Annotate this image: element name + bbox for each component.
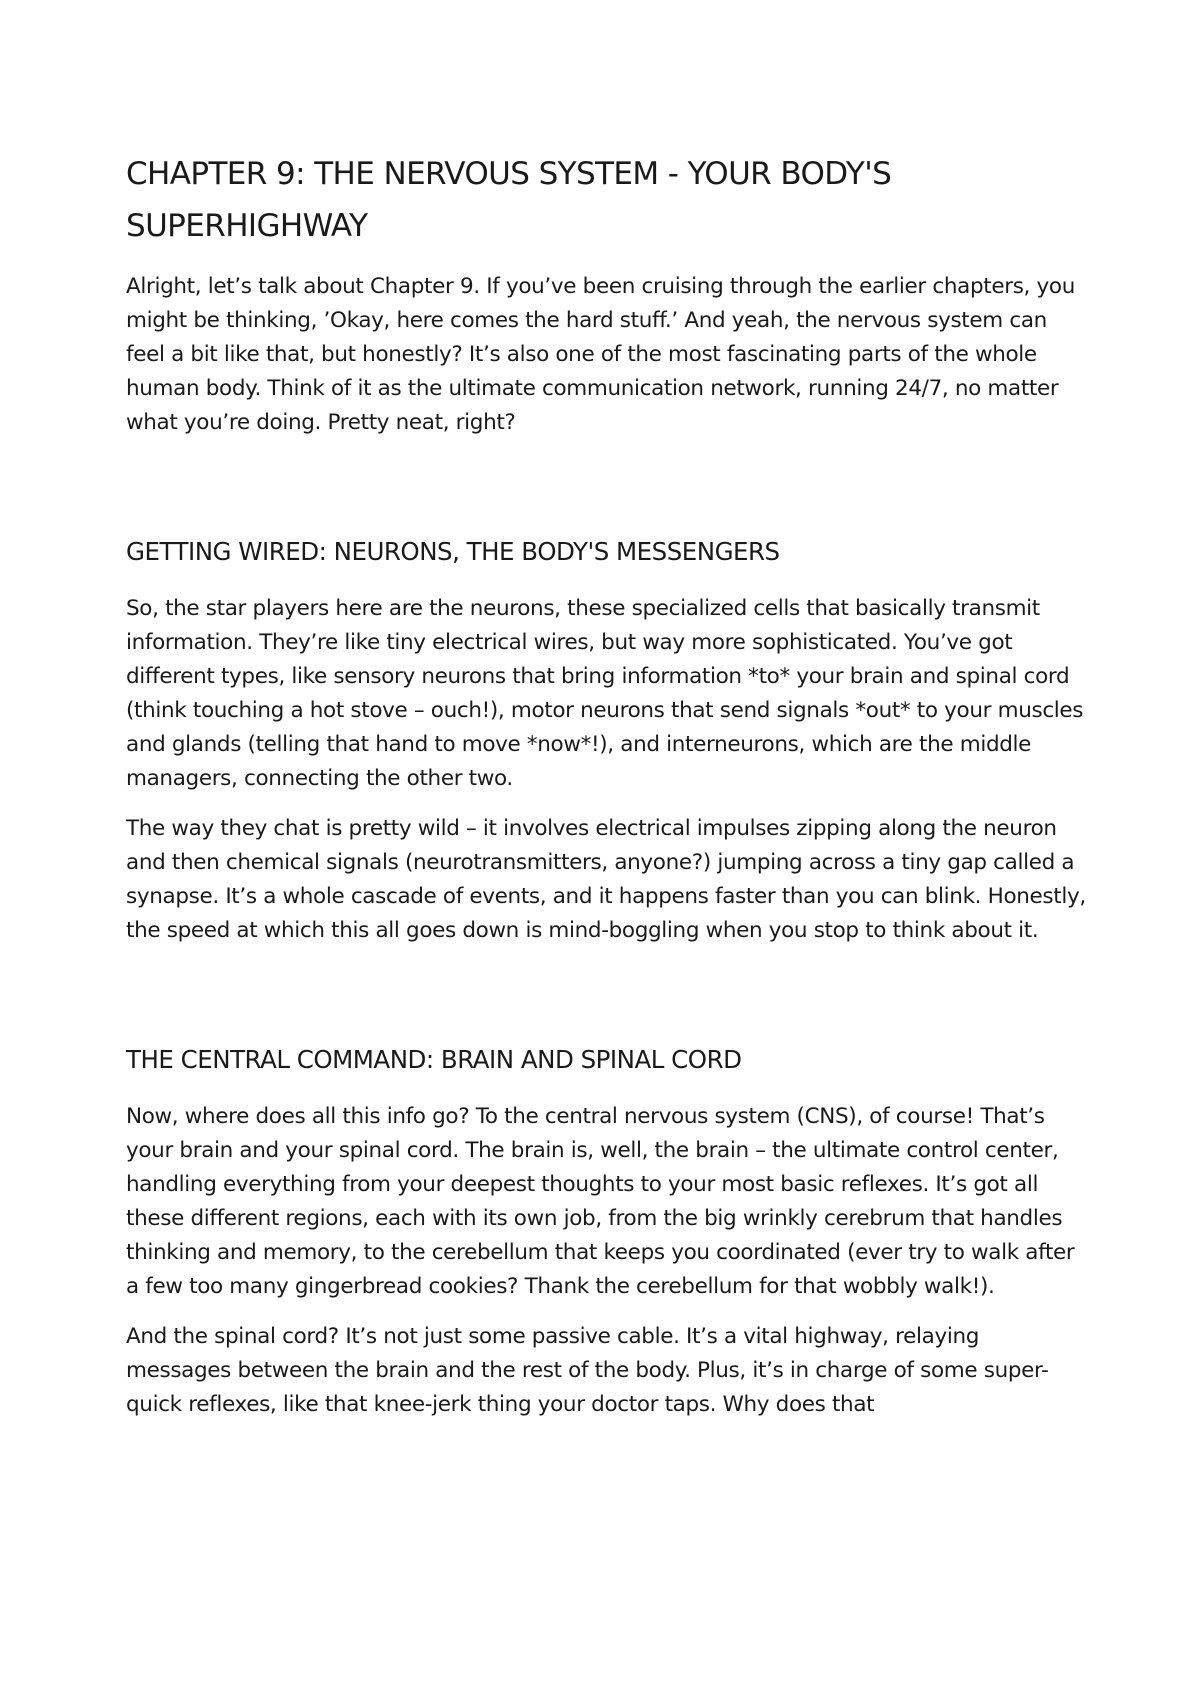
intro-paragraph: Alright, let’s talk about Chapter 9. If you’ve been cruising through the earlier chapters, you might be thinking, ’Okay, here comes the hard stuff.’ And yeah, the nervous system can feel a bit like that, but honestly? It’s also one of the most fascinating parts of the whole human body. Think of it as the ultimate communication network, running 24/7, no matter what you’re doing. Pretty neat, right? [126, 274, 1075, 435]
section-central-command [126, 1042, 1086, 1422]
chapter-title: CHAPTER 9: THE NERVOUS SYSTEM - YOUR BODY'S SUPERHIGHWAY [126, 156, 892, 244]
section-neurons [126, 534, 1086, 948]
document-page [126, 148, 1086, 1438]
section-heading-neurons: GETTING WIRED: NEURONS, THE BODY'S MESSENGERS [126, 537, 780, 566]
section-spacer [126, 456, 1086, 534]
section-spacer [126, 964, 1086, 1042]
body-paragraph: And the spinal cord? It’s not just some passive cable. It’s a vital highway, relaying messages between the brain and the rest of the body. Plus, it’s in charge of some super-quick reflexes, like that knee-jerk thing your doctor taps. Why does that [126, 1324, 1049, 1417]
body-paragraph: Now, where does all this info go? To the central nervous system (CNS), of course! That’s your brain and your spinal cord. The brain is, well, the brain – the ultimate control center, handling everything from your deepest thoughts to your most basic reflexes. It’s got all these different regions, each with its own job, from the big wrinkly cerebrum that handles thinking and memory, to the cerebellum that keeps you coordinated (ever try to walk after a few too many gingerbread cookies? Thank the cerebellum for that wobbly walk!). [126, 1104, 1075, 1299]
body-paragraph: So, the star players here are the neurons, these specialized cells that basically transmit information. They’re like tiny electrical wires, but way more sophisticated. You’ve got different types, like sensory neurons that bring information *to* your brain and spinal cord (think touching a hot stove – ouch!), motor neurons that send signals *out* to your muscles and glands (telling that hand to move *now*!), and interneurons, which are the middle managers, connecting the other two. [126, 596, 1084, 791]
body-paragraph: The way they chat is pretty wild – it involves electrical impulses zipping along the neuron and then chemical signals (neurotransmitters, anyone?) jumping across a tiny gap called a synapse. It’s a whole cascade of events, and it happens faster than you can blink. Honestly, the speed at which this all goes down is mind-boggling when you stop to think about it. [126, 816, 1086, 943]
section-heading-central-command: THE CENTRAL COMMAND: BRAIN AND SPINAL CORD [126, 1045, 742, 1074]
